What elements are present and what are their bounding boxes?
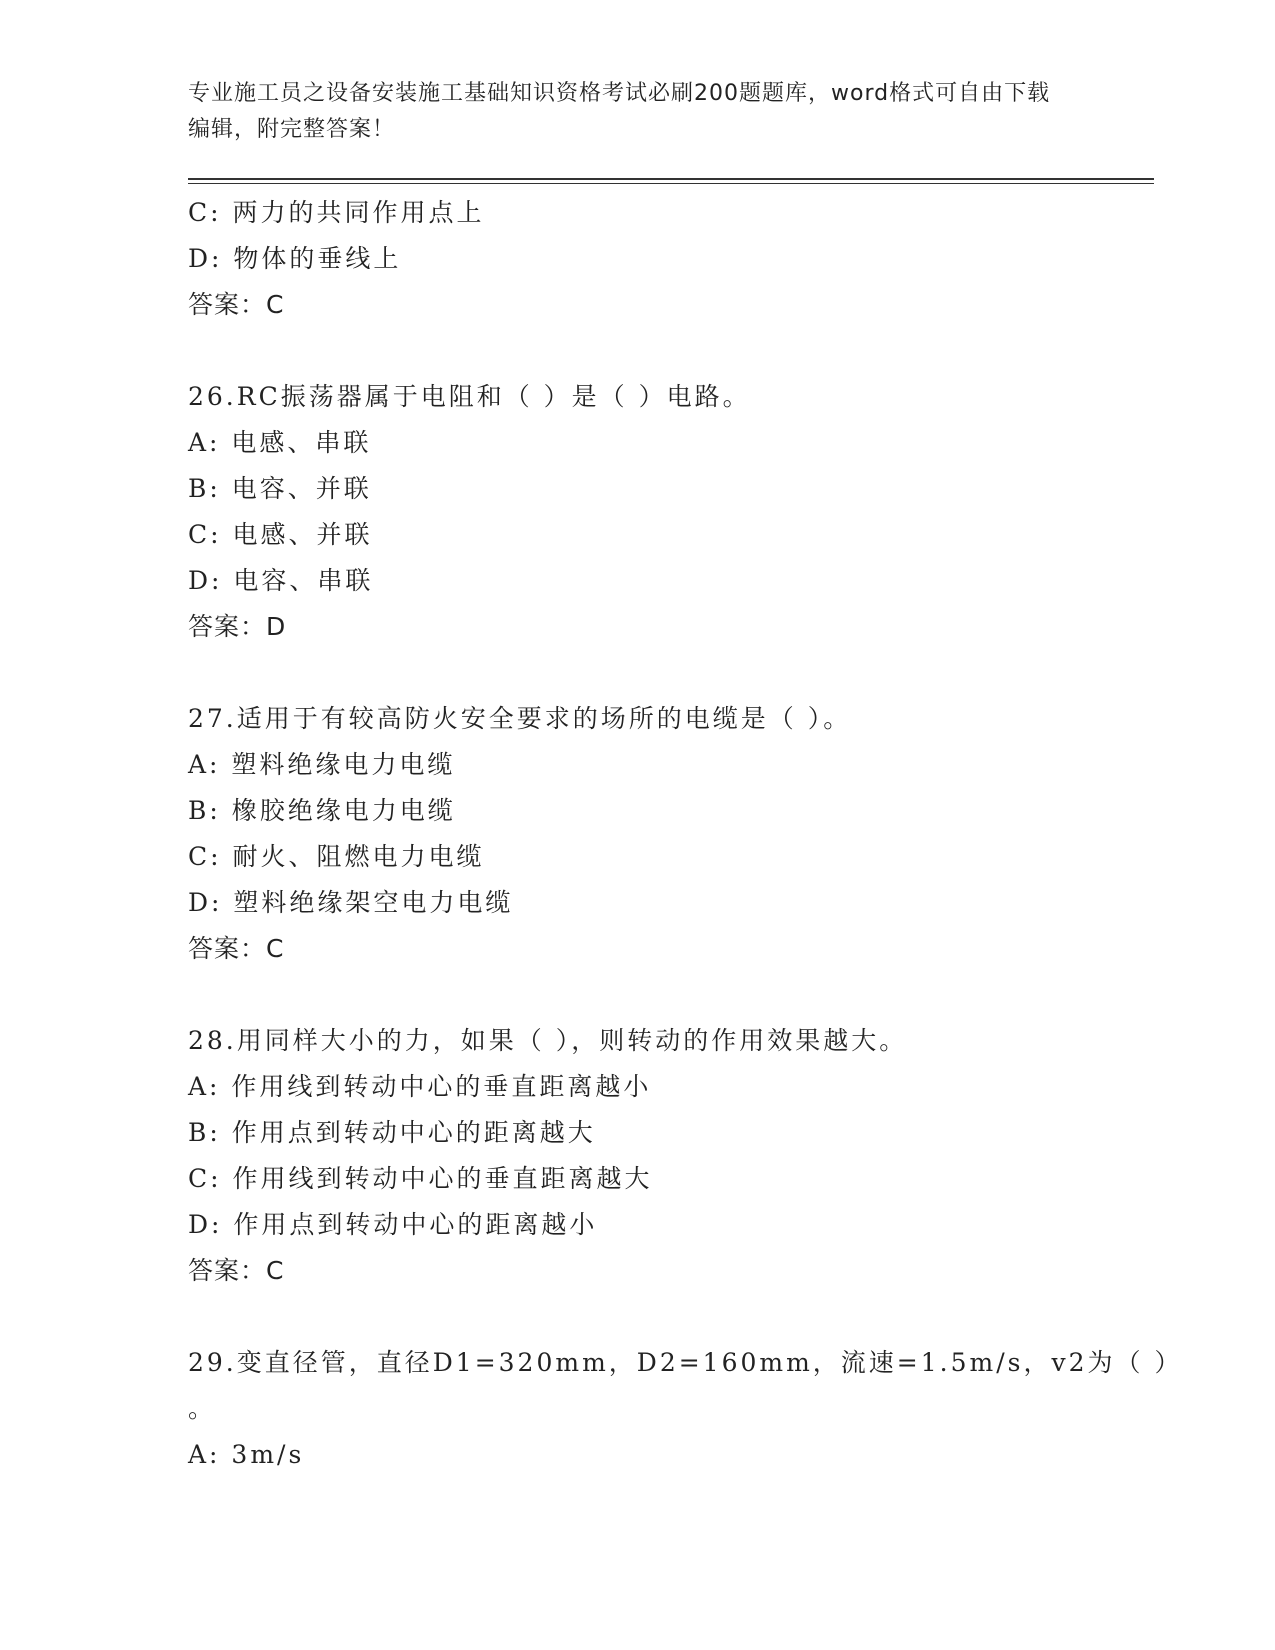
question-26 (188, 374, 1154, 650)
option-c: C: 电感、并联 (188, 520, 373, 549)
question-stem: 29.变直径管，直径D1=320mm，D2=160mm，流速=1.5m/s，v2为（ ） (188, 1348, 1183, 1377)
question-stem-continuation: 。 (188, 1394, 217, 1423)
question-stem: 27.适用于有较高防火安全要求的场所的电缆是（ ）。 (188, 704, 852, 733)
answer-line: 答案：C (188, 934, 285, 963)
question-27 (188, 696, 1154, 972)
option-d: D: 作用点到转动中心的距离越小 (188, 1210, 598, 1239)
option-b: B: 作用点到转动中心的距离越大 (188, 1118, 596, 1147)
option-a: A: 3m/s (188, 1440, 305, 1469)
partial-question (188, 190, 1154, 328)
option-c: C: 作用线到转动中心的垂直距离越大 (188, 1164, 653, 1193)
option-c: C: 耐火、阻燃电力电缆 (188, 842, 485, 871)
header-divider-thin (188, 183, 1154, 184)
spacer (188, 972, 1154, 1018)
spacer (188, 650, 1154, 696)
answer-line: 答案：C (188, 1256, 285, 1285)
option-d: D: 电容、串联 (188, 566, 374, 595)
option-d: D: 塑料绝缘架空电力电缆 (188, 888, 514, 917)
option-d: D: 物体的垂线上 (188, 244, 402, 273)
document-header: 专业施工员之设备安装施工基础知识资格考试必刷200题题库，word格式可自由下载编辑，附完整答案！ (188, 81, 1051, 142)
question-content (188, 190, 1183, 1478)
question-stem: 26.RC振荡器属于电阻和（ ）是（ ）电路。 (188, 382, 751, 411)
answer-line: 答案：C (188, 290, 285, 319)
spacer (188, 328, 1154, 374)
option-c: C: 两力的共同作用点上 (188, 198, 485, 227)
question-stem: 28.用同样大小的力，如果（ ），则转动的作用效果越大。 (188, 1026, 908, 1055)
option-b: B: 橡胶绝缘电力电缆 (188, 796, 456, 825)
option-a: A: 电感、串联 (188, 428, 372, 457)
answer-line: 答案：D (188, 612, 287, 641)
spacer (188, 1294, 1154, 1340)
question-29 (188, 1340, 1183, 1478)
question-28 (188, 1018, 1154, 1294)
header-divider-thick (188, 178, 1154, 180)
option-b: B: 电容、并联 (188, 474, 372, 503)
option-a: A: 塑料绝缘电力电缆 (188, 750, 456, 779)
option-a: A: 作用线到转动中心的垂直距离越小 (188, 1072, 652, 1101)
